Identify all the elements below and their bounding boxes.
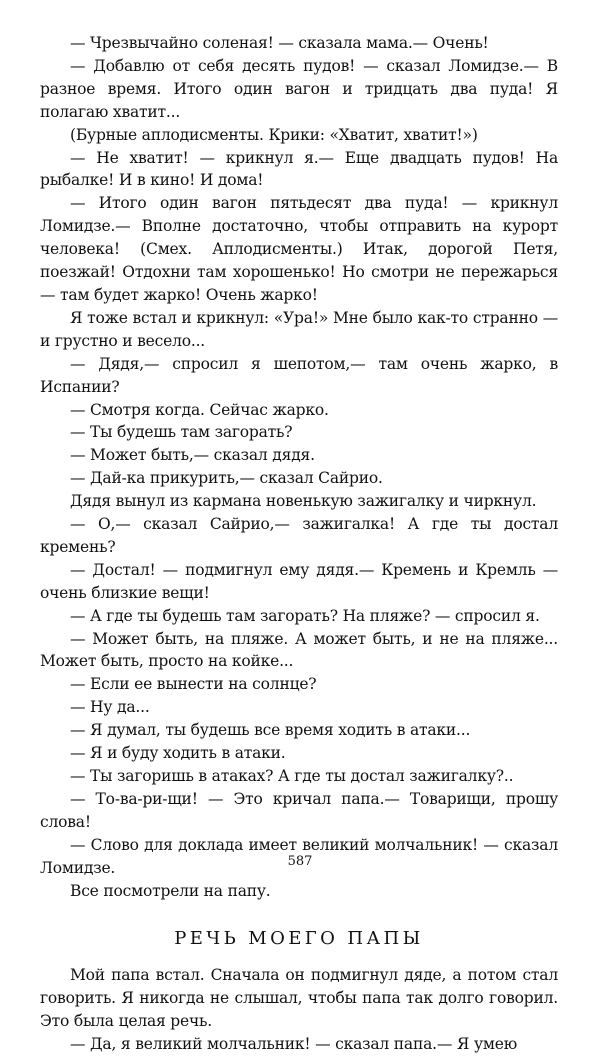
- paragraph: — Дай-ка прикурить,— сказал Сайрио.: [70, 469, 383, 488]
- paragraph: — То-ва-ри-щи! — Это кричал папа.— Товарищи, прошу слова!: [40, 789, 558, 831]
- paragraph: — Итого один вагон пятьдесят два пуда! — крикнул Ломидзе.— Вполне достаточно, чтобы отправить на курорт человека! (Смех. Аплодисменты.) Итак, дорогой Петя, поезжай! Отдохни там хорошенько! Но смотри не пережарься — там будет жарко! Очень жарко!: [40, 194, 558, 304]
- paragraph: — Не хватит! — крикнул я.— Еще двадцать пудов! На рыбалке! И в кино! И дома!: [40, 148, 558, 190]
- page-number: 587: [287, 854, 313, 869]
- paragraph: — Может быть, на пляже. А может быть, и не на пляже... Может быть, просто на койке...: [40, 629, 558, 671]
- paragraph: — Ну да...: [70, 698, 150, 717]
- paragraph: Я тоже встал и крикнул: «Ура!» Мне было как-то странно — и грустно и весело...: [40, 308, 558, 350]
- page-text: [40, 32, 558, 1056]
- paragraph: — Если ее вынести на солнце?: [70, 675, 317, 694]
- paragraph: — Дядя,— спросил я шепотом,— там очень жарко, в Испании?: [40, 354, 558, 396]
- paragraph: — О,— сказал Сайрио,— зажигалка! А где ты достал кремень?: [40, 515, 558, 556]
- section-heading: РЕЧЬ МОЕГО ПАПЫ: [174, 928, 424, 950]
- paragraph: — Ты загоришь в атаках? А где ты достал зажигалку?..: [70, 767, 514, 785]
- paragraph: — Чрезвычайно соленая! — сказала мама.— Очень!: [70, 34, 489, 52]
- paragraph: — Ты будешь там загорать?: [70, 423, 293, 442]
- paragraph: — Добавлю от себя десять пудов! — сказал Ломидзе.— В разное время. Итого один вагон и тридцать два пуда! Я полагаю хватит...: [40, 56, 558, 121]
- paragraph: — Смотря когда. Сейчас жарко.: [70, 400, 329, 419]
- paragraph: — Достал! — подмигнул ему дядя.— Кремень и Кремль — очень близкие вещи!: [40, 560, 558, 602]
- paragraph: — Я думал, ты будешь все время ходить в атаки...: [70, 721, 471, 740]
- paragraph: — А где ты будешь там загорать? На пляже? — спросил я.: [70, 606, 540, 625]
- paragraph: — Слово для доклада имеет великий молчальник! — сказал Ломидзе.: [40, 835, 558, 877]
- paragraph: Все посмотрели на папу.: [70, 881, 271, 900]
- paragraph: Дядя вынул из кармана новенькую зажигалку и чиркнул.: [70, 492, 537, 511]
- paragraph: Мой папа встал. Сначала он подмигнул дяде, а потом стал говорить. Я никогда не слышал, чтобы папа так долго говорил. Это была целая речь.: [40, 966, 558, 1031]
- paragraph: — Я и буду ходить в атаки.: [70, 744, 286, 763]
- paragraph: (Бурные аплодисменты. Крики: «Хватит, хватит!»): [70, 125, 478, 144]
- paragraph: — Да, я великий молчальник! — сказал папа.— Я умею: [70, 1035, 517, 1054]
- paragraph: — Может быть,— сказал дядя.: [70, 446, 315, 465]
